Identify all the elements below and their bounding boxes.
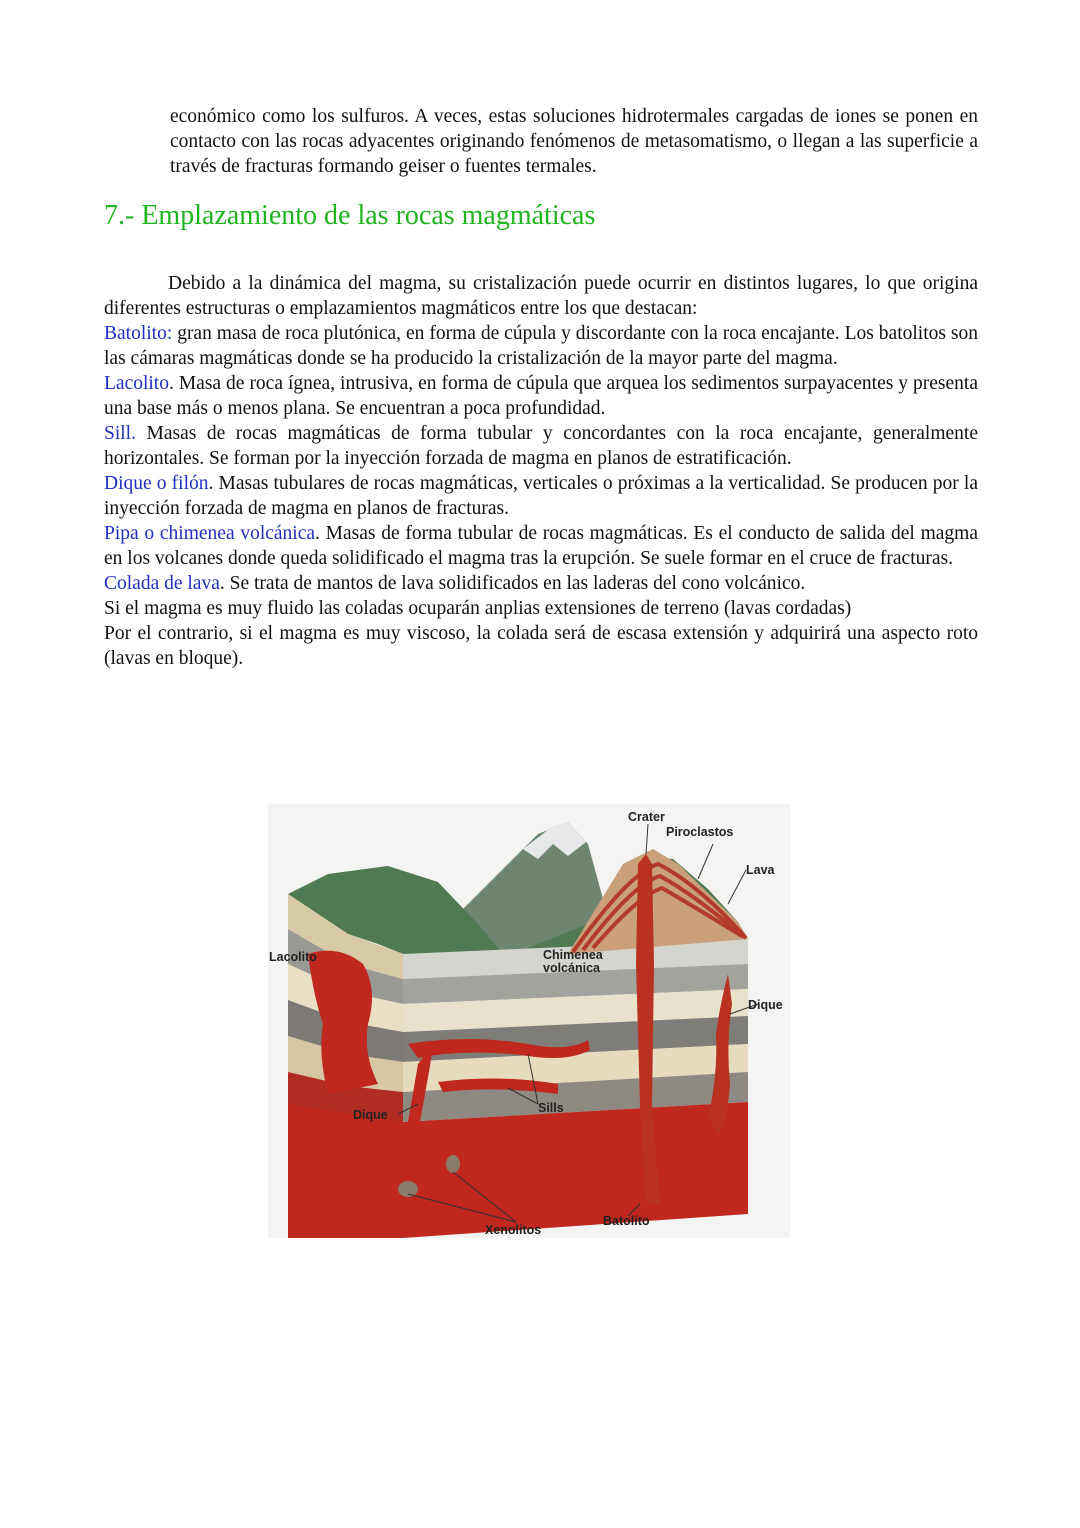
term-lacolito: Lacolito (104, 373, 169, 394)
desc-colada: . Se trata de mantos de lava solidificados en las laderas del cono volcánico. (219, 573, 806, 594)
label-lava: Lava (746, 863, 775, 877)
xenolito-1 (398, 1181, 418, 1197)
section-body (104, 271, 978, 671)
item-lacolito (104, 371, 978, 421)
desc-sill: Masas de rocas magmáticas de forma tubular y concordantes con la roca encajante, generalmente horizontales. Se forman por la inyección forzada de magma en planos de estratificación. (104, 423, 978, 469)
viscous-note: Por el contrario, si el magma es muy viscoso, la colada será de escasa extensión y adquirirá una aspecto roto (lavas en bloque). (104, 623, 978, 669)
term-sill: Sill. (104, 423, 136, 444)
label-xenolitos: Xenolitos (485, 1223, 542, 1237)
label-lacolito: Lacolito (269, 950, 317, 964)
item-dique (104, 471, 978, 521)
xenolito-2 (446, 1155, 460, 1173)
desc-lacolito: . Masa de roca ígnea, intrusiva, en forma de cúpula que arquea los sedimentos surpayacentes y presenta una base más o menos plana. Se encuentran a poca profundidad. (104, 373, 978, 419)
desc-batolito: gran masa de roca plutónica, en forma de cúpula y discordante con la roca encajante. Los batolitos son las cámaras magmáticas donde se ha producido la cristalización de la mayor parte del magma. (104, 323, 978, 369)
continuation-text: económico como los sulfuros. A veces, estas soluciones hidrotermales cargadas de iones se ponen en contacto con las rocas adyacentes originando fenómenos de metasomatismo, o llegan a las superficie a través de fracturas formando geiser o fuentes termales. (170, 106, 978, 177)
continuation-paragraph (170, 104, 978, 179)
term-chimenea: Pipa o chimenea volcánica (104, 523, 316, 544)
label-dique-right: Dique (748, 998, 783, 1012)
label-chimenea-2: volcánica (543, 961, 600, 975)
label-sills: Sills (538, 1101, 564, 1115)
label-crater: Crater (628, 810, 665, 824)
batolito-mass (288, 1102, 748, 1238)
desc-dique: . Masas tubulares de rocas magmáticas, verticales o próximas a la verticalidad. Se producen por la inyección forzada de magma en planos de fracturas. (104, 473, 978, 519)
desc-chimenea: . Masas de forma tubular de rocas magmáticas. Es el conducto de salida del magma en los volcanes donde queda solidificado el magma tras la erupción. Se suele formar en el cruce de fracturas. (104, 523, 978, 569)
fluid-note: Si el magma es muy fluido las coladas ocuparán anplias extensiones de terreno (lavas cordadas) (104, 598, 852, 619)
term-batolito: Batolito: (104, 323, 173, 344)
term-colada: Colada de lava (104, 573, 220, 594)
magmatic-structures-diagram (268, 804, 790, 1238)
intro-paragraph: Debido a la dinámica del magma, su cristalización puede ocurrir en distintos lugares, lo que origina diferentes estructuras o emplazamientos magmáticos entre los que destacan: (104, 273, 978, 319)
label-chimenea-1: Chimenea (543, 948, 603, 962)
term-dique: Dique o filón (104, 473, 209, 494)
label-piroclastos: Piroclastos (666, 825, 734, 839)
item-chimenea (104, 521, 978, 571)
section-title: 7.- Emplazamiento de las rocas magmáticas (104, 200, 596, 231)
label-batolito: Batolito (603, 1214, 650, 1228)
item-sill (104, 421, 978, 471)
item-batolito (104, 321, 978, 371)
item-colada (104, 571, 978, 596)
label-dique-left: Dique (353, 1108, 388, 1122)
